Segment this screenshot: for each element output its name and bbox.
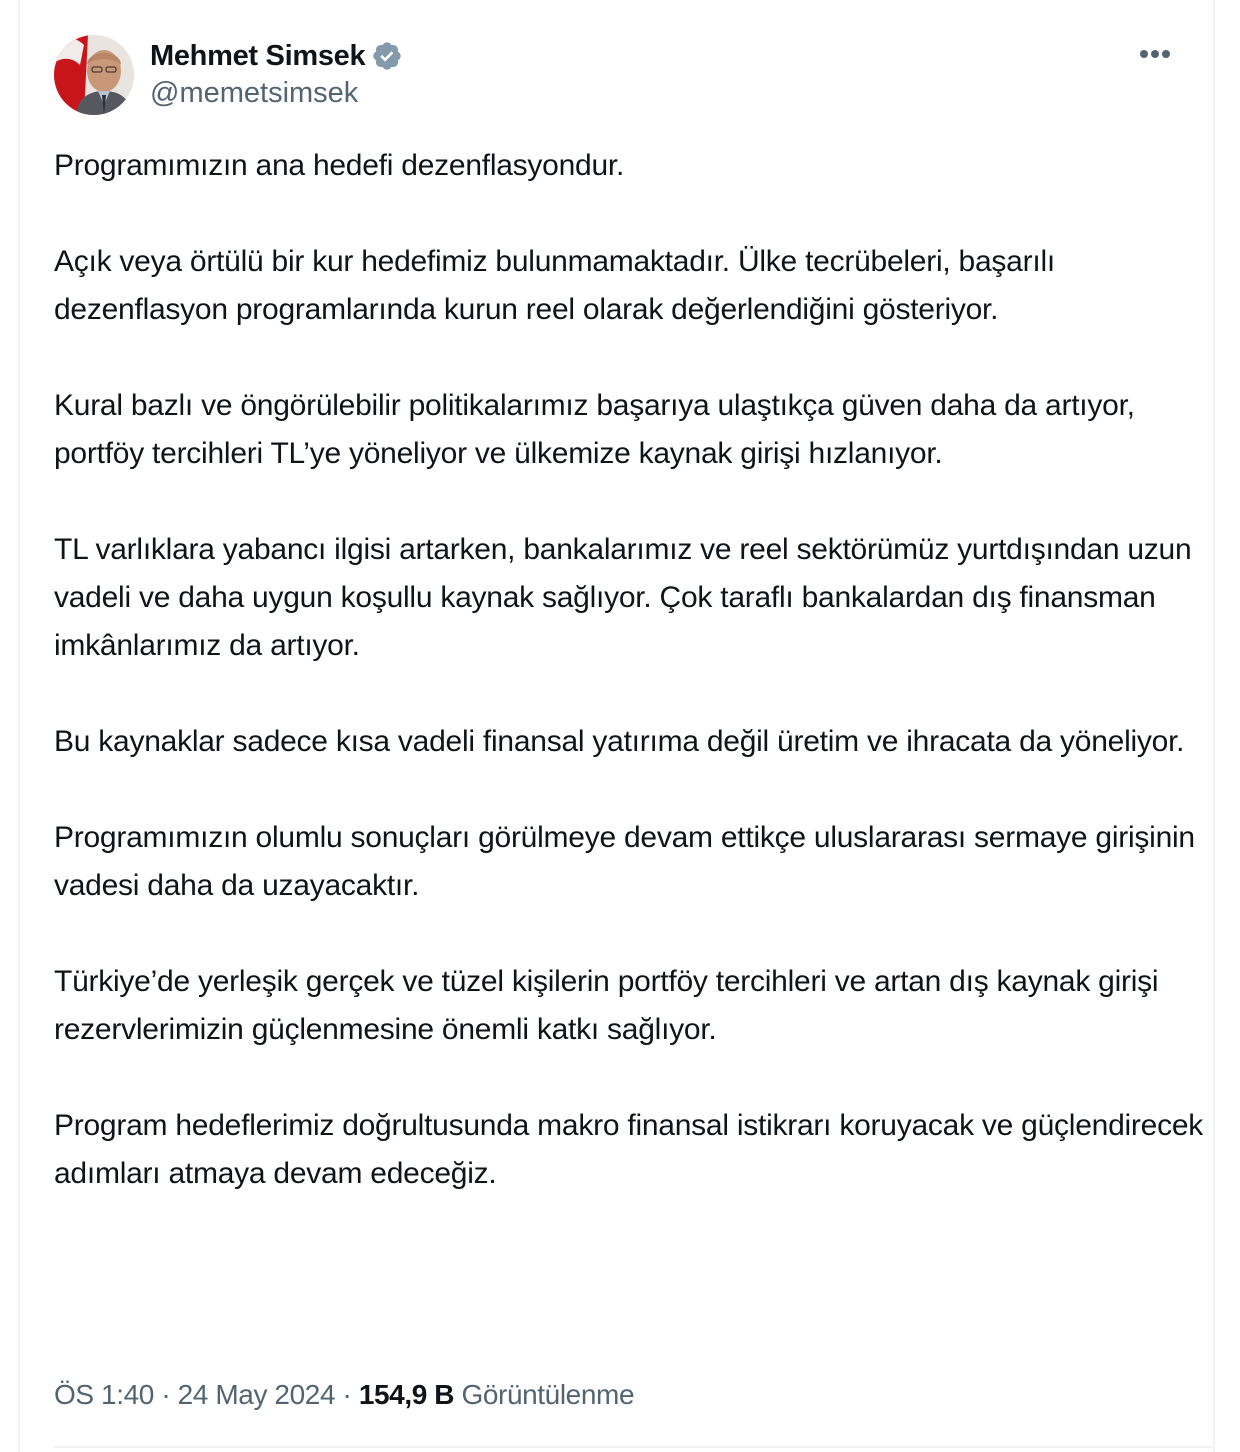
tweet-paragraph: Program hedeflerimiz doğrultusunda makro finansal istikrarı koruyacak ve güçlendirecek adımları atmaya devam edeceğiz. bbox=[54, 1109, 1204, 1190]
tweet-time: ÖS 1:40 bbox=[54, 1379, 154, 1410]
views-label: Görüntülenme bbox=[461, 1379, 635, 1410]
tweet-text bbox=[54, 142, 1204, 1198]
tweet-paragraph: Türkiye’de yerleşik gerçek ve tüzel kişilerin portföy tercihleri ve artan dış kaynak girişi rezervlerimizin güçlenmesine önemli katkı sağlıyor. bbox=[54, 965, 1159, 1046]
more-horizontal-icon bbox=[1151, 50, 1159, 58]
profile-photo-icon bbox=[54, 35, 134, 115]
verified-badge-icon[interactable] bbox=[371, 40, 403, 72]
separator: · bbox=[153, 1379, 178, 1410]
views-count: 154,9 B bbox=[358, 1379, 455, 1410]
more-options-button[interactable] bbox=[1135, 40, 1175, 68]
tweet-timestamp-link[interactable] bbox=[54, 1379, 335, 1410]
tweet-paragraph: Programımızın ana hedefi dezenflasyondur. bbox=[54, 149, 625, 182]
author-display-name[interactable]: Mehmet Simsek bbox=[150, 39, 366, 72]
divider bbox=[54, 1446, 1213, 1448]
avatar[interactable] bbox=[54, 35, 134, 115]
more-horizontal-icon bbox=[1162, 50, 1170, 58]
tweet-paragraph: TL varlıklara yabancı ilgisi artarken, bankalarımız ve reel sektörümüz yurtdışından uzun vadeli ve daha uygun koşullu kaynak sağlıyor. Çok taraflı bankalardan dış finansman imkânlarımız da artıyor. bbox=[54, 533, 1192, 662]
tweet-paragraph: Bu kaynaklar sadece kısa vadeli finansal yatırıma değil üretim ve ihracata da yöneliyor. bbox=[54, 725, 1185, 758]
more-horizontal-icon bbox=[1140, 50, 1148, 58]
tweet-paragraph: Kural bazlı ve öngörülebilir politikalarımız başarıya ulaştıkça güven daha da artıyor, portföy tercihleri TL’ye yöneliyor ve ülkemize kaynak girişi hızlanıyor. bbox=[54, 389, 1135, 470]
tweet-paragraph: Programımızın olumlu sonuçları görülmeye devam ettikçe uluslararası sermaye girişinin vadesi daha da uzayacaktır. bbox=[54, 821, 1195, 902]
author-handle[interactable]: @memetsimsek bbox=[150, 77, 359, 109]
tweet-card bbox=[18, 0, 1215, 1452]
separator: · bbox=[335, 1379, 359, 1410]
tweet-date: 24 May 2024 bbox=[177, 1379, 336, 1410]
author-names bbox=[150, 37, 403, 110]
tweet-paragraph: Açık veya örtülü bir kur hedefimiz bulunmamaktadır. Ülke tecrübeleri, başarılı dezenflasyon programlarında kurun reel olarak değerlendiğini gösteriyor. bbox=[54, 245, 1055, 326]
tweet-metadata bbox=[54, 1375, 634, 1415]
tweet-header bbox=[54, 35, 1213, 115]
